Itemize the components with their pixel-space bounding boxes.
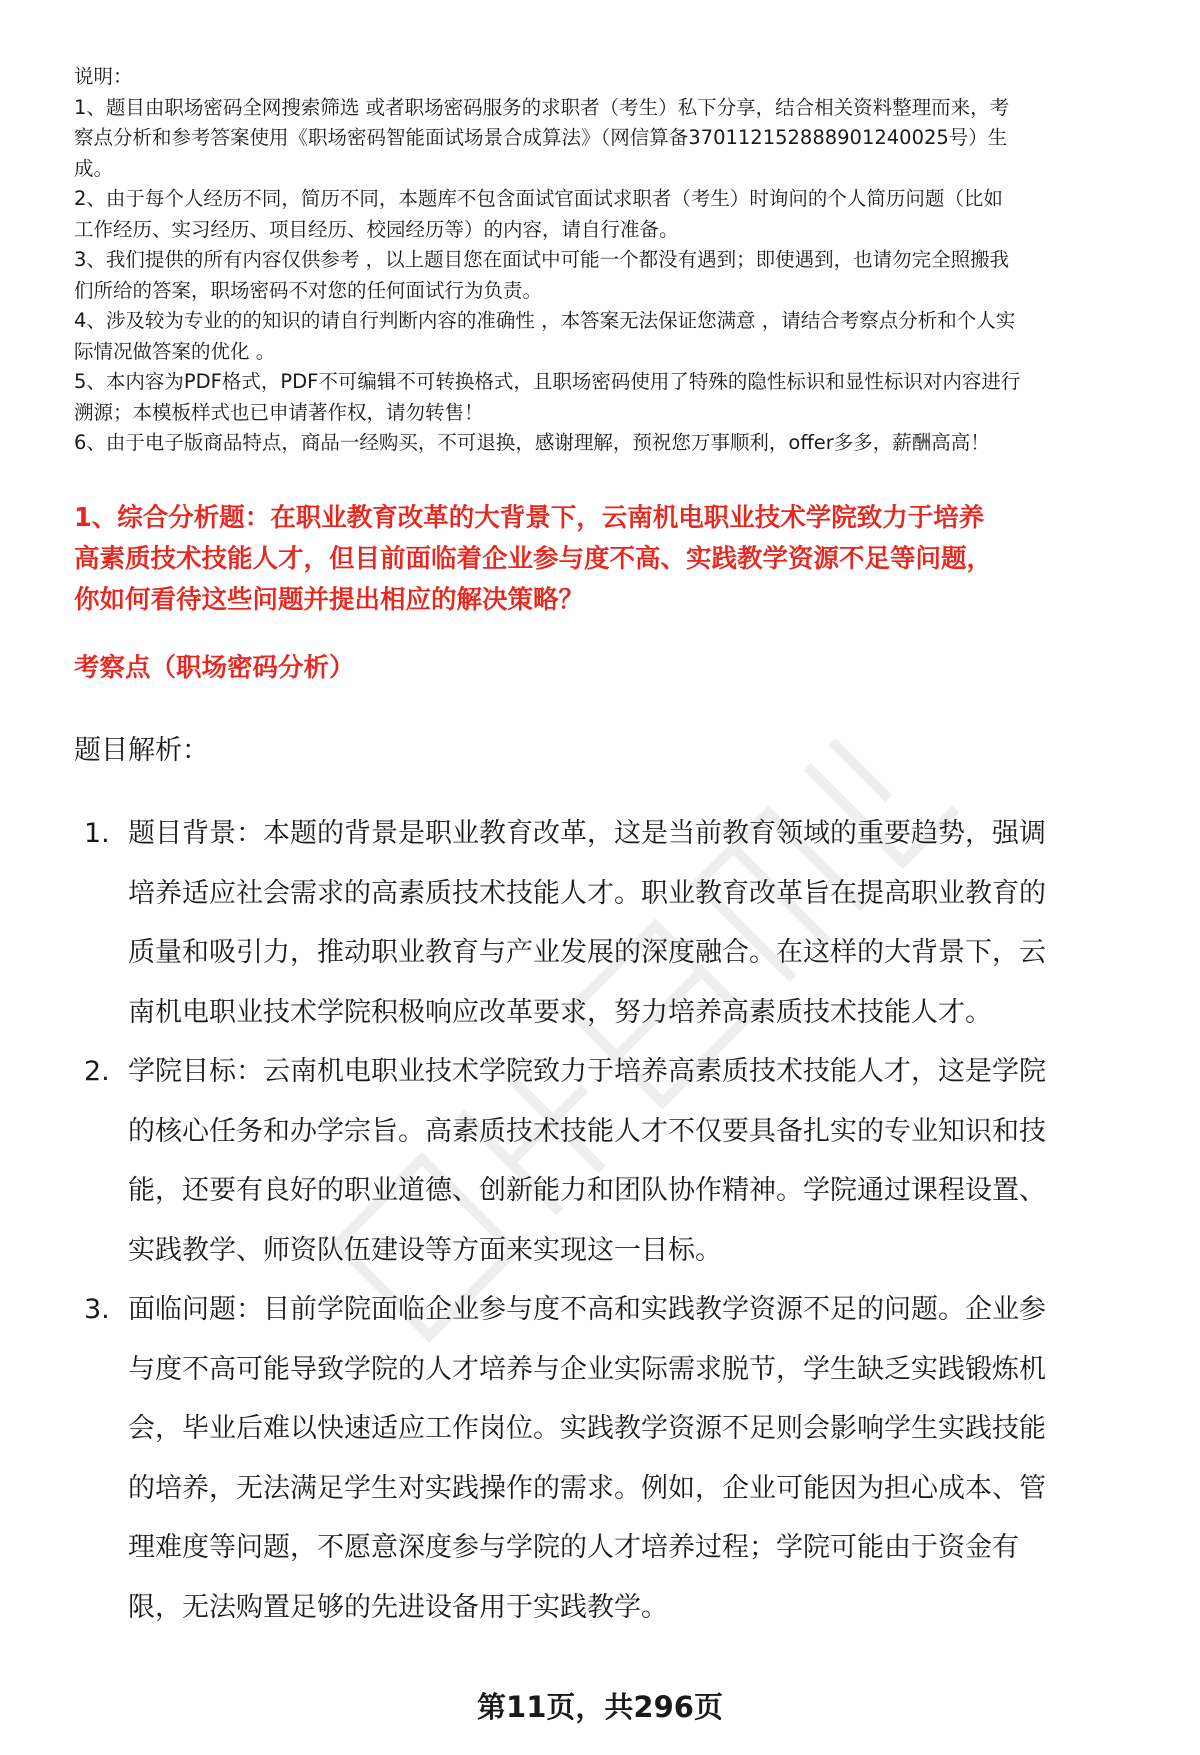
item-line: 能，还要有良好的职业道德、创新能力和团队协作精神。学院通过课程设置、 (128, 1175, 1046, 1206)
notes-line: 成。 (74, 156, 114, 180)
notes-line: 溯源；本模板样式也已申请著作权，请勿转售！ (74, 400, 484, 424)
item-line: 题目背景：本题的背景是职业教育改革，这是当前教育领域的重要趋势，强调 (128, 818, 1046, 849)
item-line: 与度不高可能导致学院的人才培养与企业实际需求脱节，学生缺乏实践锻炼机 (128, 1353, 1046, 1385)
question-line: 你如何看待这些问题并提出相应的解决策略？ (74, 585, 585, 615)
item-line: 培养适应社会需求的高素质技术技能人才。职业教育改革旨在提高职业教育的 (128, 877, 1046, 909)
item-line: 实践教学、师资队伍建设等方面来实现这一目标。 (128, 1234, 722, 1266)
item-line: 南机电职业技术学院积极响应改革要求，努力培养高素质技术技能人才。 (128, 996, 992, 1028)
assessment-point-title: 考察点（职场密码分析） (74, 653, 355, 683)
question-line: 高素质技术技能人才，但目前面临着企业参与度不高、实践教学资源不足等问题， (74, 544, 993, 574)
notes-line: 4、涉及较为专业的的知识的请自行判断内容的准确性 ，本答案无法保证您满意 ，请结合考察点分析和个人实 (74, 309, 1016, 332)
item-line: 的培养，无法满足学生对实践操作的需求。例如，企业可能因为担心成本、管 (128, 1472, 1046, 1504)
item-number: 3. (84, 1294, 110, 1325)
item-line: 限，无法购置足够的先进设备用于实践教学。 (128, 1591, 668, 1623)
item-number: 1. (84, 818, 110, 849)
notes-heading: 说明： (74, 65, 133, 88)
question-line: 1、综合分析题：在职业教育改革的大背景下，云南机电职业技术学院致力于培养 (74, 503, 985, 533)
item-number: 2. (84, 1056, 110, 1087)
analysis-title: 题目解析： (74, 735, 209, 766)
notes-line: 察点分析和参考答案使用《职场密码智能面试场景合成算法》（网信算备370112152888901240025号）生 (74, 126, 1008, 149)
list-item (84, 804, 1144, 1042)
notes-line: 2、由于每个人经历不同，简历不同，本题库不包含面试官面试求职者（考生）时询问的个人简历问题（比如 (74, 187, 1003, 210)
question-heading (74, 498, 1154, 621)
notes-line: 工作经历、实习经历、项目经历、校园经历等）的内容，请自行准备。 (74, 217, 679, 241)
item-line: 的核心任务和办学宗旨。高素质技术技能人才不仅要具备扎实的专业知识和技 (128, 1115, 1046, 1147)
list-item (84, 1042, 1144, 1280)
notes-line: 6、由于电子版商品特点，商品一经购买，不可退换，感谢理解，预祝您万事顺利，offer多多，薪酬高高！ (74, 431, 990, 454)
analysis-list (84, 804, 1144, 1637)
notes-line: 5、本内容为PDF格式，PDF不可编辑不可转换格式，且职场密码使用了特殊的隐性标识和显性标识对内容进行 (74, 370, 1021, 393)
item-line: 面临问题：目前学院面临企业参与度不高和实践教学资源不足的问题。企业参 (128, 1294, 1046, 1325)
notes-line: 际情况做答案的优化 。 (74, 339, 276, 363)
page-number-footer: 第11页，共296页 (477, 1690, 723, 1724)
notes-line: 1、题目由职场密码全网搜索筛选 或者职场密码服务的求职者（考生）私下分享，结合相关资料整理而来，考 (74, 95, 1010, 119)
item-line: 理难度等问题，不愿意深度参与学院的人才培养过程；学院可能由于资金有 (128, 1532, 1019, 1563)
item-line: 学院目标：云南机电职业技术学院致力于培养高素质技术技能人才，这是学院 (128, 1056, 1046, 1087)
item-line: 质量和吸引力，推动职业教育与产业发展的深度融合。在这样的大背景下，云 (128, 937, 1046, 968)
notes-line: 3、我们提供的所有内容仅供参考 ，以上题目您在面试中可能一个都没有遇到；即使遇到，也请勿完全照搬我 (74, 248, 1010, 271)
list-item (84, 1280, 1144, 1637)
item-line: 会，毕业后难以快速适应工作岗位。实践教学资源不足则会影响学生实践技能 (128, 1413, 1046, 1444)
notes-section (74, 62, 1154, 459)
notes-line: 们所给的答案，职场密码不对您的任何面试行为负责。 (74, 278, 543, 302)
